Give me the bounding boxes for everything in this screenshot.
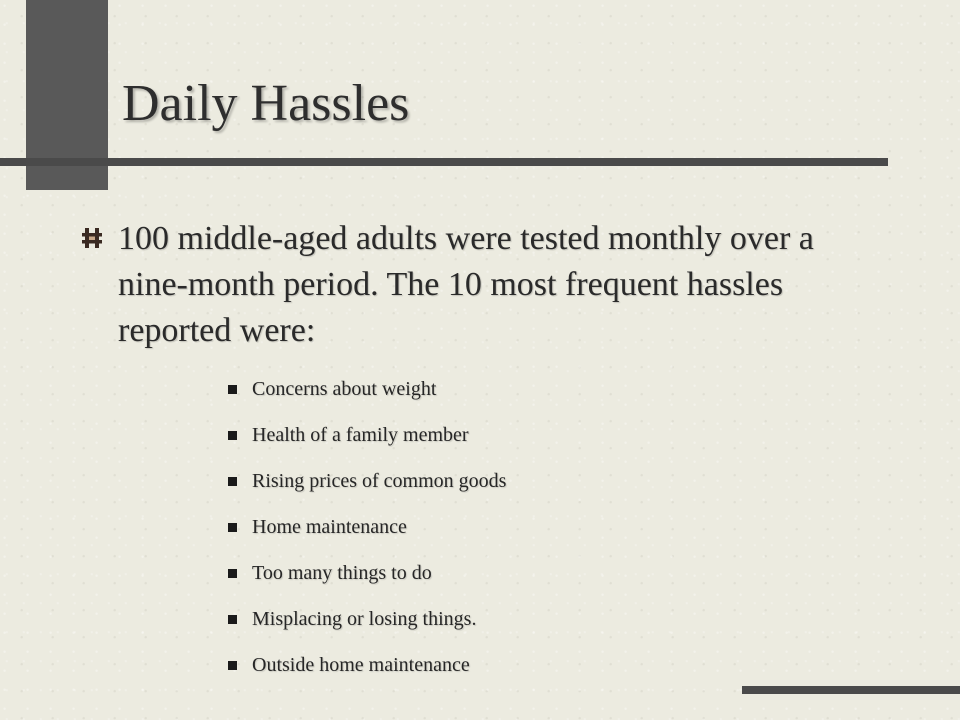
list-item [228, 558, 506, 604]
hassles-list [228, 374, 506, 696]
square-bullet-icon [228, 431, 237, 440]
main-bullet [80, 216, 870, 354]
list-item-label: Rising prices of common goods [252, 470, 507, 492]
main-bullet-text: 100 middle-aged adults were tested monthly over a nine-month period. The 10 most frequent hassles reported were: [118, 220, 814, 349]
square-bullet-icon [228, 477, 237, 486]
list-item-label: Home maintenance [252, 516, 407, 538]
list-item [228, 650, 506, 696]
list-item-label: Health of a family member [252, 424, 469, 446]
list-item [228, 512, 506, 558]
hash-bullet-icon [80, 226, 104, 250]
list-item [228, 466, 506, 512]
square-bullet-icon [228, 661, 237, 670]
square-bullet-icon [228, 523, 237, 532]
square-bullet-icon [228, 385, 237, 394]
list-item-label: Concerns about weight [252, 378, 437, 400]
square-bullet-icon [228, 615, 237, 624]
square-bullet-icon [228, 569, 237, 578]
slide-title: Daily Hassles [122, 75, 410, 132]
list-item-label: Outside home maintenance [252, 654, 470, 676]
title-divider [0, 158, 888, 166]
list-item [228, 604, 506, 650]
list-item [228, 420, 506, 466]
corner-divider [742, 686, 960, 694]
list-item [228, 374, 506, 420]
list-item-label: Misplacing or losing things. [252, 608, 477, 630]
list-item-label: Too many things to do [252, 562, 432, 584]
